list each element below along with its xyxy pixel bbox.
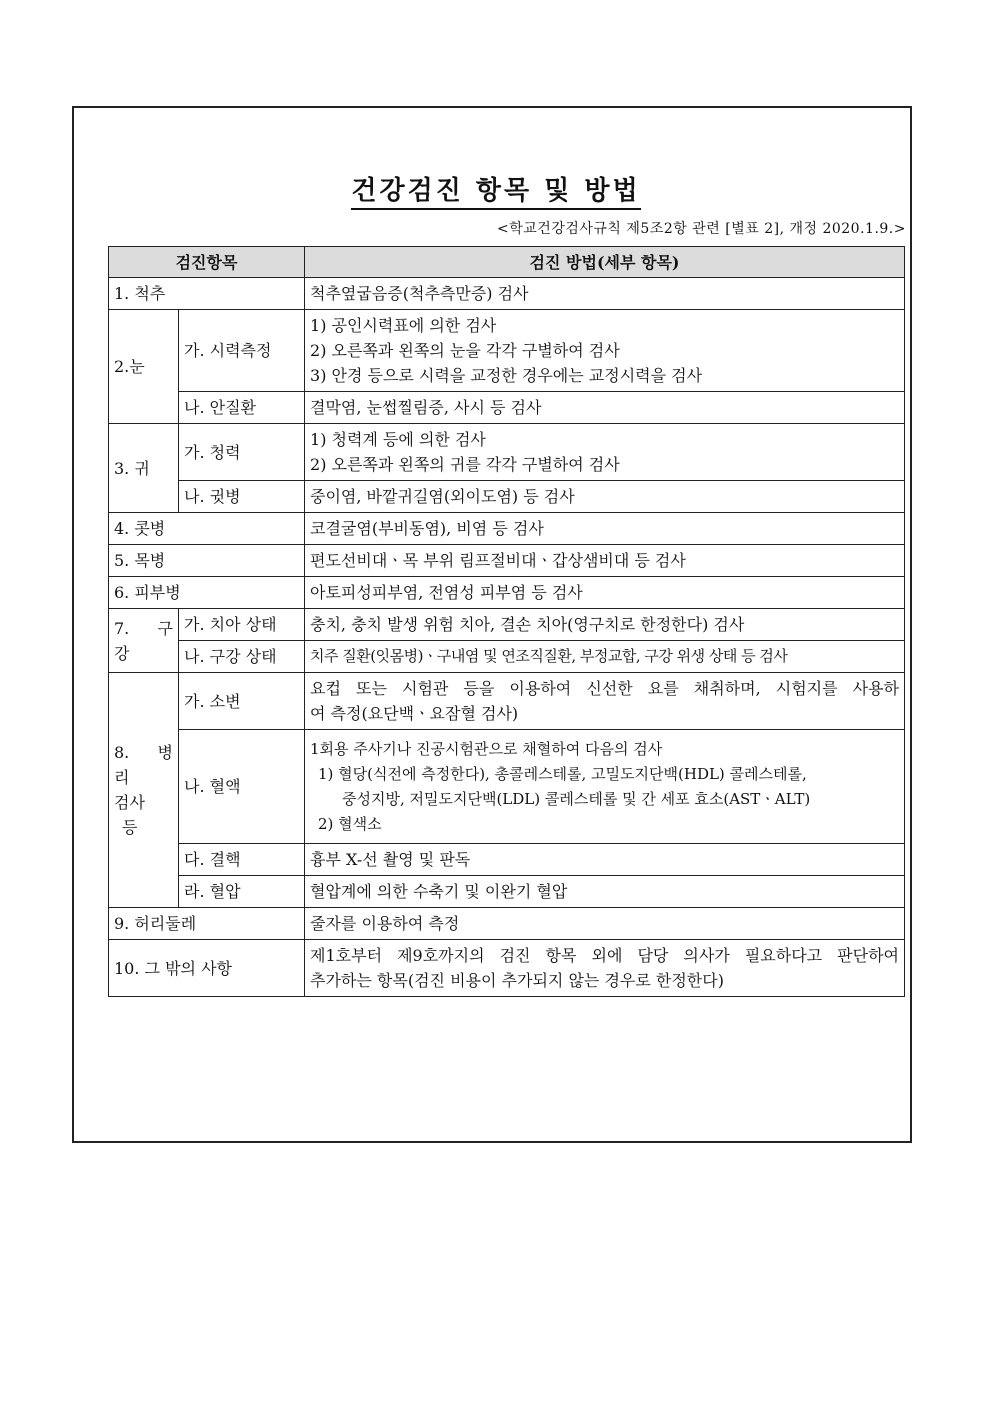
category-waist: 9. 허리둘레	[109, 908, 305, 940]
category-oral	[109, 609, 179, 673]
sub-ear-hearing: 가. 청력	[179, 424, 305, 481]
method-eye-vision	[305, 310, 905, 392]
document-title: 건강검진 항목 및 방법	[0, 170, 992, 207]
method-waist: 줄자를 이용하여 측정	[305, 908, 905, 940]
header-item: 검진항목	[109, 247, 305, 278]
row-path-blood	[109, 730, 905, 844]
method-other	[305, 940, 905, 997]
method-line: 1회용 주사기나 진공시험관으로 채혈하여 다음의 검사	[310, 739, 663, 758]
category-text: 8.	[114, 743, 130, 762]
row-eye-vision	[109, 310, 905, 392]
method-line: 추가하는 항목(검진 비용이 추가되지 않는 경우로 한정한다)	[310, 971, 724, 990]
method-path-bp: 혈압계에 의한 수축기 및 이완기 혈압	[305, 876, 905, 908]
row-skin	[109, 577, 905, 609]
method-throat: 편도선비대ㆍ목 부위 림프절비대ㆍ갑상샘비대 등 검사	[305, 545, 905, 577]
document-subtitle: <학교건강검사규칙 제5조2항 관련 [별표 2], 개정 2020.1.9.>	[497, 221, 906, 237]
method-line: 2) 혈색소	[318, 814, 382, 833]
method-oral-teeth: 충치, 충치 발생 위험 치아, 결손 치아(영구치로 한정한다) 검사	[305, 609, 905, 641]
method-eye-disease: 결막염, 눈썹찔림증, 사시 등 검사	[305, 392, 905, 424]
method-line: 2) 오른쪽과 왼쪽의 눈을 각각 구별하여 검사	[310, 341, 620, 360]
row-ear-hearing	[109, 424, 905, 481]
method-path-blood	[305, 730, 905, 844]
method-ear-disease: 중이염, 바깥귀길염(외이도염) 등 검사	[305, 481, 905, 513]
category-text: 구	[157, 618, 173, 638]
method-skin: 아토피성피부염, 전염성 피부염 등 검사	[305, 577, 905, 609]
category-pathology	[109, 673, 179, 908]
method-line: 제1호부터 제9호까지의 검진 항목 외에 담당 의사가 필요하다고 판단하여	[310, 946, 900, 965]
row-path-bp	[109, 876, 905, 908]
method-line: 1) 청력계 등에 의한 검사	[310, 430, 486, 449]
method-oral-mouth: 치주 질환(잇몸병)ㆍ구내염 및 연조직질환, 부정교합, 구강 위생 상태 등 검사	[305, 641, 905, 673]
header-method: 검진 방법(세부 항목)	[305, 247, 905, 278]
category-throat: 5. 목병	[109, 545, 305, 577]
category-text: 검사	[114, 793, 145, 812]
table-header-row	[109, 247, 905, 278]
row-oral-mouth	[109, 641, 905, 673]
sub-path-urine: 가. 소변	[179, 673, 305, 730]
method-nose: 코결굴염(부비동염), 비염 등 검사	[305, 513, 905, 545]
category-spine: 1. 척추	[109, 278, 305, 310]
row-ear-disease	[109, 481, 905, 513]
method-line: 여 측정(요단백ㆍ요잠혈 검사)	[310, 704, 519, 723]
category-text: 7.	[114, 618, 130, 638]
sub-path-tb: 다. 결핵	[179, 844, 305, 876]
category-ear: 3. 귀	[109, 424, 179, 513]
method-line: 요컵 또는 시험관 등을 이용하여 신선한 요를 채취하며, 시험지를 사용하	[310, 679, 900, 698]
row-oral-teeth	[109, 609, 905, 641]
method-line: 1) 혈당(식전에 측정한다), 총콜레스테롤, 고밀도지단백(HDL) 콜레스테롤,	[318, 764, 807, 783]
row-waist	[109, 908, 905, 940]
category-nose: 4. 콧병	[109, 513, 305, 545]
sub-ear-disease: 나. 귓병	[179, 481, 305, 513]
category-text: 등	[122, 818, 138, 837]
method-path-tb: 흉부 X-선 촬영 및 판독	[305, 844, 905, 876]
category-text: 병	[157, 743, 173, 762]
sub-path-bp: 라. 혈압	[179, 876, 305, 908]
category-text: 강	[114, 643, 130, 663]
row-path-urine	[109, 673, 905, 730]
checkup-table	[108, 246, 905, 997]
method-path-urine	[305, 673, 905, 730]
row-spine	[109, 278, 905, 310]
method-line: 1) 공인시력표에 의한 검사	[310, 316, 497, 335]
row-nose	[109, 513, 905, 545]
method-line: 중성지방, 저밀도지단백(LDL) 콜레스테롤 및 간 세포 효소(ASTㆍALT)	[342, 789, 811, 808]
sub-eye-disease: 나. 안질환	[179, 392, 305, 424]
row-other	[109, 940, 905, 997]
category-eye: 2.눈	[109, 310, 179, 424]
method-line: 2) 오른쪽과 왼쪽의 귀를 각각 구별하여 검사	[310, 455, 620, 474]
sub-oral-mouth: 나. 구강 상태	[179, 641, 305, 673]
category-other: 10. 그 밖의 사항	[109, 940, 305, 997]
method-ear-hearing	[305, 424, 905, 481]
row-path-tb	[109, 844, 905, 876]
row-throat	[109, 545, 905, 577]
sub-eye-vision: 가. 시력측정	[179, 310, 305, 392]
category-text: 리	[114, 768, 130, 787]
sub-path-blood: 나. 혈액	[179, 730, 305, 844]
method-spine: 척추옆굽음증(척추측만증) 검사	[305, 278, 905, 310]
method-line: 3) 안경 등으로 시력을 교정한 경우에는 교정시력을 검사	[310, 366, 703, 385]
sub-oral-teeth: 가. 치아 상태	[179, 609, 305, 641]
category-skin: 6. 피부병	[109, 577, 305, 609]
row-eye-disease	[109, 392, 905, 424]
